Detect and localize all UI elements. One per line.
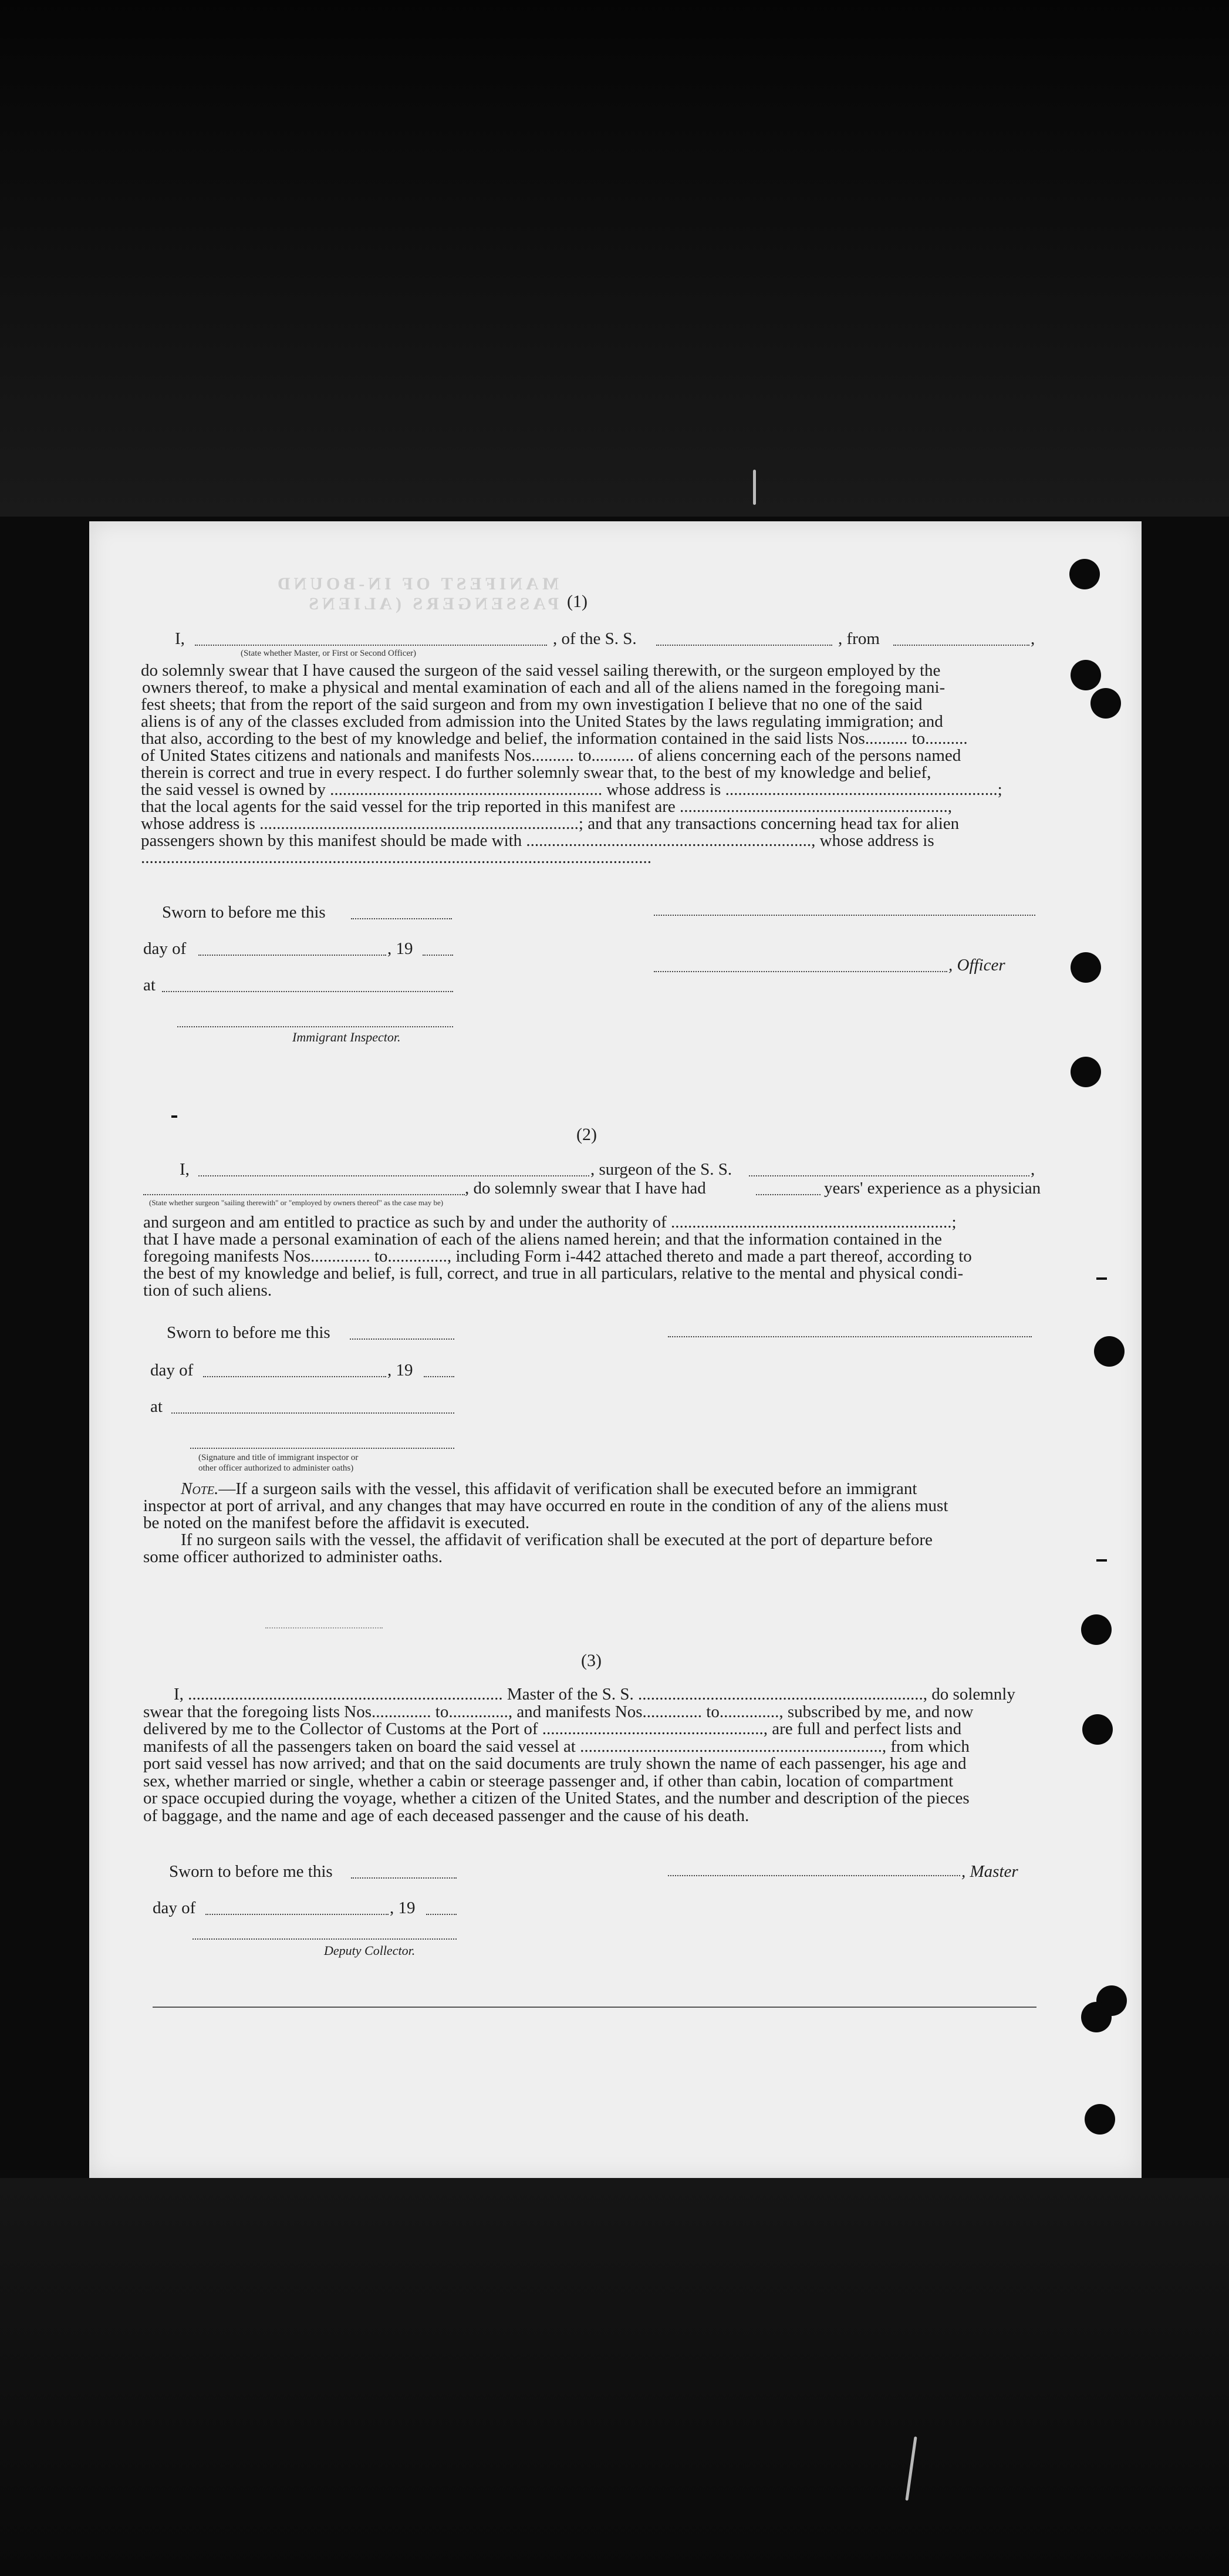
day-label: day of <box>150 1361 194 1380</box>
section-2-note <box>143 1481 1034 1566</box>
oath-line: tion of such aliens. <box>143 1281 272 1300</box>
oath-line: the said vessel is owned by ................................................................ whose address is ................................................................; <box>141 780 1002 799</box>
oath-line: I, .......................................................................... Master of the S. S. ..................................................................., do solemnly <box>174 1685 1015 1704</box>
section-1-number: (1) <box>567 592 588 611</box>
section-2-oath-text <box>143 1214 1034 1299</box>
master-label: , Master <box>961 1862 1018 1881</box>
surgeon-name-blank <box>198 1175 589 1176</box>
oath-line: and surgeon and am entitled to practice as such by and under the authority of ..................................................................; <box>143 1213 957 1232</box>
note-line: inspector at port of arrival, and any changes that may have occurred en route in the condition of any of the aliens must <box>143 1496 948 1515</box>
year-label: , 19 <box>390 1899 416 1917</box>
sworn-date-blank <box>351 918 452 919</box>
deputy-collector-label: Deputy Collector. <box>324 1943 416 1958</box>
oath-line: do solemnly swear that I have caused the surgeon of the said vessel sailing therewith, or the surgeon employed by the <box>141 661 941 680</box>
oath-line: therein is correct and true in every respect. I do further solemnly swear that, to the best of my knowledge and belief, <box>141 763 931 782</box>
officer-label: , Officer <box>948 956 1005 975</box>
punch-hole <box>1081 1614 1112 1645</box>
surgeon-signature-blank <box>668 1336 1032 1337</box>
oath-line: aliens is of any of the classes excluded from admission into the United States by the laws regulating immigration; and <box>141 712 943 731</box>
section-2-number: (2) <box>576 1125 597 1144</box>
scan-artifact-mark <box>753 470 756 505</box>
oath-line: of United States citizens and nationals and manifests Nos.......... to.......... of aliens concerning each of the persons named <box>141 746 961 765</box>
at-label: at <box>143 976 156 994</box>
punch-hole <box>1094 1336 1125 1367</box>
oath-line: that the local agents for the said vessel for the trip reported in this manifest are ..............................................................., <box>141 797 953 816</box>
punch-hole <box>1081 2002 1112 2032</box>
year-blank <box>426 1914 457 1915</box>
punch-hole <box>1082 1714 1113 1745</box>
bleed-through-heading: MANIFEST OF IN-BOUND PASSENGERS (ALIENS <box>274 574 559 613</box>
day-label: day of <box>153 1899 196 1917</box>
place-blank <box>162 991 453 992</box>
note-line: be noted on the manifest before the affidavit is executed. <box>143 1513 530 1532</box>
punch-hole <box>1071 660 1101 690</box>
bottom-divider <box>153 2007 1036 2008</box>
section-2-years: years' experience as a physician <box>824 1179 1041 1198</box>
oath-line: ........................................................................................................................ <box>141 848 651 867</box>
sworn-date-blank <box>351 1877 457 1879</box>
inspector-signature-blank <box>190 1448 454 1449</box>
port-from-blank <box>893 645 1029 646</box>
oath-line: or space occupied during the voyage, whether a citizen of the United States, and the number and description of the pieces <box>143 1789 970 1808</box>
oath-line: sex, whether married or single, whether a cabin or steerage passenger and, if other than cabin, location of compartment <box>143 1771 954 1791</box>
at-label: at <box>150 1397 163 1416</box>
years-blank <box>756 1194 821 1195</box>
immigrant-inspector-label: Immigrant Inspector. <box>292 1030 401 1044</box>
oath-line: the best of my knowledge and belief, is full, correct, and true in all particulars, relative to the mental and physical condi- <box>143 1264 964 1283</box>
note-line: If no surgeon sails with the vessel, the affidavit of verification shall be executed at the port of departure before <box>181 1530 933 1549</box>
officer-title-blank <box>654 971 947 972</box>
officer-signature-blank <box>654 915 1035 916</box>
section-2-i: I, <box>180 1160 190 1179</box>
punch-hole <box>1071 952 1101 983</box>
sworn-label: Sworn to before me this <box>162 903 326 922</box>
oath-line: owners thereof, to make a physical and mental examination of each and all of the aliens named in the foregoing mani- <box>142 678 946 697</box>
section-2-surgeon-note: (State whether surgeon "sailing therewith" or "employed by owners thereof" as the case may be) <box>149 1198 444 1207</box>
punch-hole <box>1071 1057 1101 1087</box>
sworn-label: Sworn to before me this <box>169 1862 333 1881</box>
section-1-officer-note: (State whether Master, or First or Second Officer) <box>241 649 417 658</box>
day-month-blank <box>205 1914 389 1915</box>
section-1-line-end: , <box>1031 629 1035 648</box>
faint-artifact-line <box>265 1627 383 1628</box>
oath-line: manifests of all the passengers taken on board the said vessel at ......................................................................., from which <box>143 1737 970 1756</box>
sworn-label: Sworn to before me this <box>167 1323 330 1342</box>
scan-background-bottom <box>0 2178 1229 2576</box>
punch-hole <box>1090 688 1121 719</box>
manifest-document-page <box>89 521 1142 2178</box>
oath-line: that I have made a personal examination of each of the aliens named herein; and that the information contained in the <box>143 1230 942 1249</box>
oath-line: that also, according to the best of my knowledge and belief, the information contained in the said lists Nos.......... to.......... <box>141 729 968 748</box>
section-2-surgeon-of-ss: , surgeon of the S. S. <box>590 1160 732 1179</box>
section-2-line-end: , <box>1031 1160 1035 1179</box>
edge-mark <box>171 1115 177 1118</box>
note-line <box>143 1481 1034 1498</box>
sworn-date-blank <box>350 1338 454 1340</box>
place-blank <box>171 1412 454 1414</box>
section-1-oath-text <box>141 662 1034 866</box>
vessel-name-blank <box>656 645 832 646</box>
note-text: —If a surgeon sails with the vessel, this affidavit of verification shall be executed before an immigrant <box>218 1479 917 1498</box>
section-2-swear: , do solemnly swear that I have had <box>465 1179 706 1198</box>
oath-line: swear that the foregoing lists Nos.............. to.............., and manifests Nos.............. to.............., subscribed by me, and now <box>143 1702 974 1721</box>
oath-line: whose address is ...........................................................................; and that any transactions concerning head tax for alien <box>141 814 960 833</box>
edge-mark <box>1096 1277 1107 1280</box>
note-heading: Note. <box>181 1479 219 1498</box>
year-label: , 19 <box>387 939 413 958</box>
oath-line: fest sheets; that from the report of the said surgeon and from my own investigation I believe that no one of the said <box>141 695 923 714</box>
section-3-number: (3) <box>581 1651 602 1670</box>
section-2-vessel-blank <box>749 1175 1029 1176</box>
signature-note-line-2: other officer authorized to administer oaths) <box>198 1464 354 1473</box>
year-label: , 19 <box>387 1361 413 1380</box>
surgeon-status-blank <box>143 1194 465 1195</box>
punch-hole <box>1085 2104 1115 2135</box>
section-1-of-ss: , of the S. S. <box>553 629 637 648</box>
day-label: day of <box>143 939 187 958</box>
section-1-i: I, <box>175 629 185 648</box>
punch-hole <box>1069 559 1100 589</box>
inspector-signature-blank <box>177 1026 453 1027</box>
year-blank <box>423 955 453 956</box>
year-blank <box>424 1376 454 1377</box>
collector-signature-blank <box>193 1938 457 1940</box>
section-1-from: , from <box>838 629 880 648</box>
oath-line: of baggage, and the name and age of each deceased passenger and the cause of his death. <box>143 1806 749 1825</box>
day-month-blank <box>203 1376 386 1377</box>
signature-note-line-1: (Signature and title of immigrant inspector or <box>198 1453 359 1462</box>
oath-line: delivered by me to the Collector of Customs at the Port of ...................................................., are full and perfect lists and <box>143 1719 962 1738</box>
note-line: some officer authorized to administer oaths. <box>143 1547 443 1566</box>
master-signature-blank <box>668 1875 960 1876</box>
edge-mark <box>1096 1559 1107 1562</box>
oath-line: passengers shown by this manifest should be made with ..................................................................., whose address is <box>141 831 934 850</box>
oath-line: port said vessel has now arrived; and that on the said documents are truly shown the name of each passenger, his age and <box>143 1754 967 1773</box>
section-3-oath-text <box>143 1686 1038 1825</box>
oath-line: foregoing manifests Nos.............. to.............., including Form i-442 attached thereto and made a part thereof, according to <box>143 1247 972 1266</box>
day-month-blank <box>198 955 386 956</box>
master-name-blank <box>195 645 547 646</box>
scan-background-top <box>0 0 1229 517</box>
